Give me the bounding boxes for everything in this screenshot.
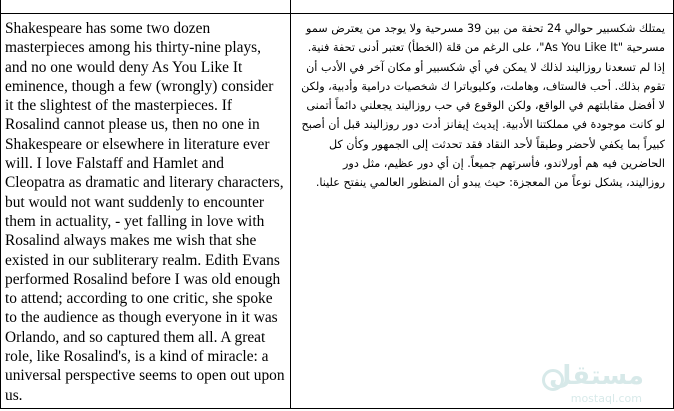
watermark-domain: mostaql.com	[570, 392, 642, 405]
english-cell	[1, 14, 291, 409]
header-cell-english	[1, 0, 291, 14]
header-cell-arabic	[290, 0, 673, 14]
arabic-cell	[290, 14, 673, 409]
table-content-row	[1, 14, 674, 409]
arabic-paragraph: يمتلك شكسبير حوالي 24 تحفة من بين 39 مسرحية ولا يوجد من يعترض سمو مسرحية "As You Like It"، على الرغم من قلة (الخطأ) تعتبر أدنى تحفة فنية. إذا لم تسعدنا روزاليند لذلك لا يمكن في أي شكسبير أو مكان آخر في الأدب أن تقوم بذلك. أحب فالستاف، وهاملت، وكليوباترا ك شخصيات درامية وأدبية، ولكن لا أفضل مقابلتهم في الواقع، ولكن الوقوع في حب روزاليند يجعلني دائماً أتمنى لو كانت موجودة في مملكتنا الأدبية. إيديث إيفانز أدت دور روزاليند قبل أن أصبح كبيراً بما يكفي لأحضر وطبقاً لأحد النقاد فقد تحدثت إلى الجمهور وكأن كل الحاضرين فيه هم أورلاندو، فأسرتهم جميعاً. إن أي دور عظيم، مثل دور روزاليند، يشكل نوعاً من المعجزة: حيث يبدو أن المنظور العالمي ينفتح علينا.	[301, 22, 665, 190]
watermark-brand: مستقل	[548, 361, 644, 391]
table-header-row	[1, 0, 674, 14]
english-paragraph: Shakespeare has some two dozen masterpieces among his thirty-nine plays, and no one would deny As You Like It eminence, though a few (wrongly) consider it the slightest of the masterpieces. If Rosalind cannot please us, then no one in Shakespeare or elsewhere in literature ever will. I love Falstaff and Hamlet and Cleopatra as dramatic and literary characters, but would not want suddenly to encounter them in actuality, - yet falling in love with Rosalind always makes me wish that she existed in our subliterary realm. Edith Evans performed Rosalind before I was old enough to attend; according to one critic, she spoke to the audience as though everyone in it was Orlando, and so captured them all. A great role, like Rosalind's, is a kind of miracle: a universal perspective seems to open out upon us.	[5, 20, 285, 404]
